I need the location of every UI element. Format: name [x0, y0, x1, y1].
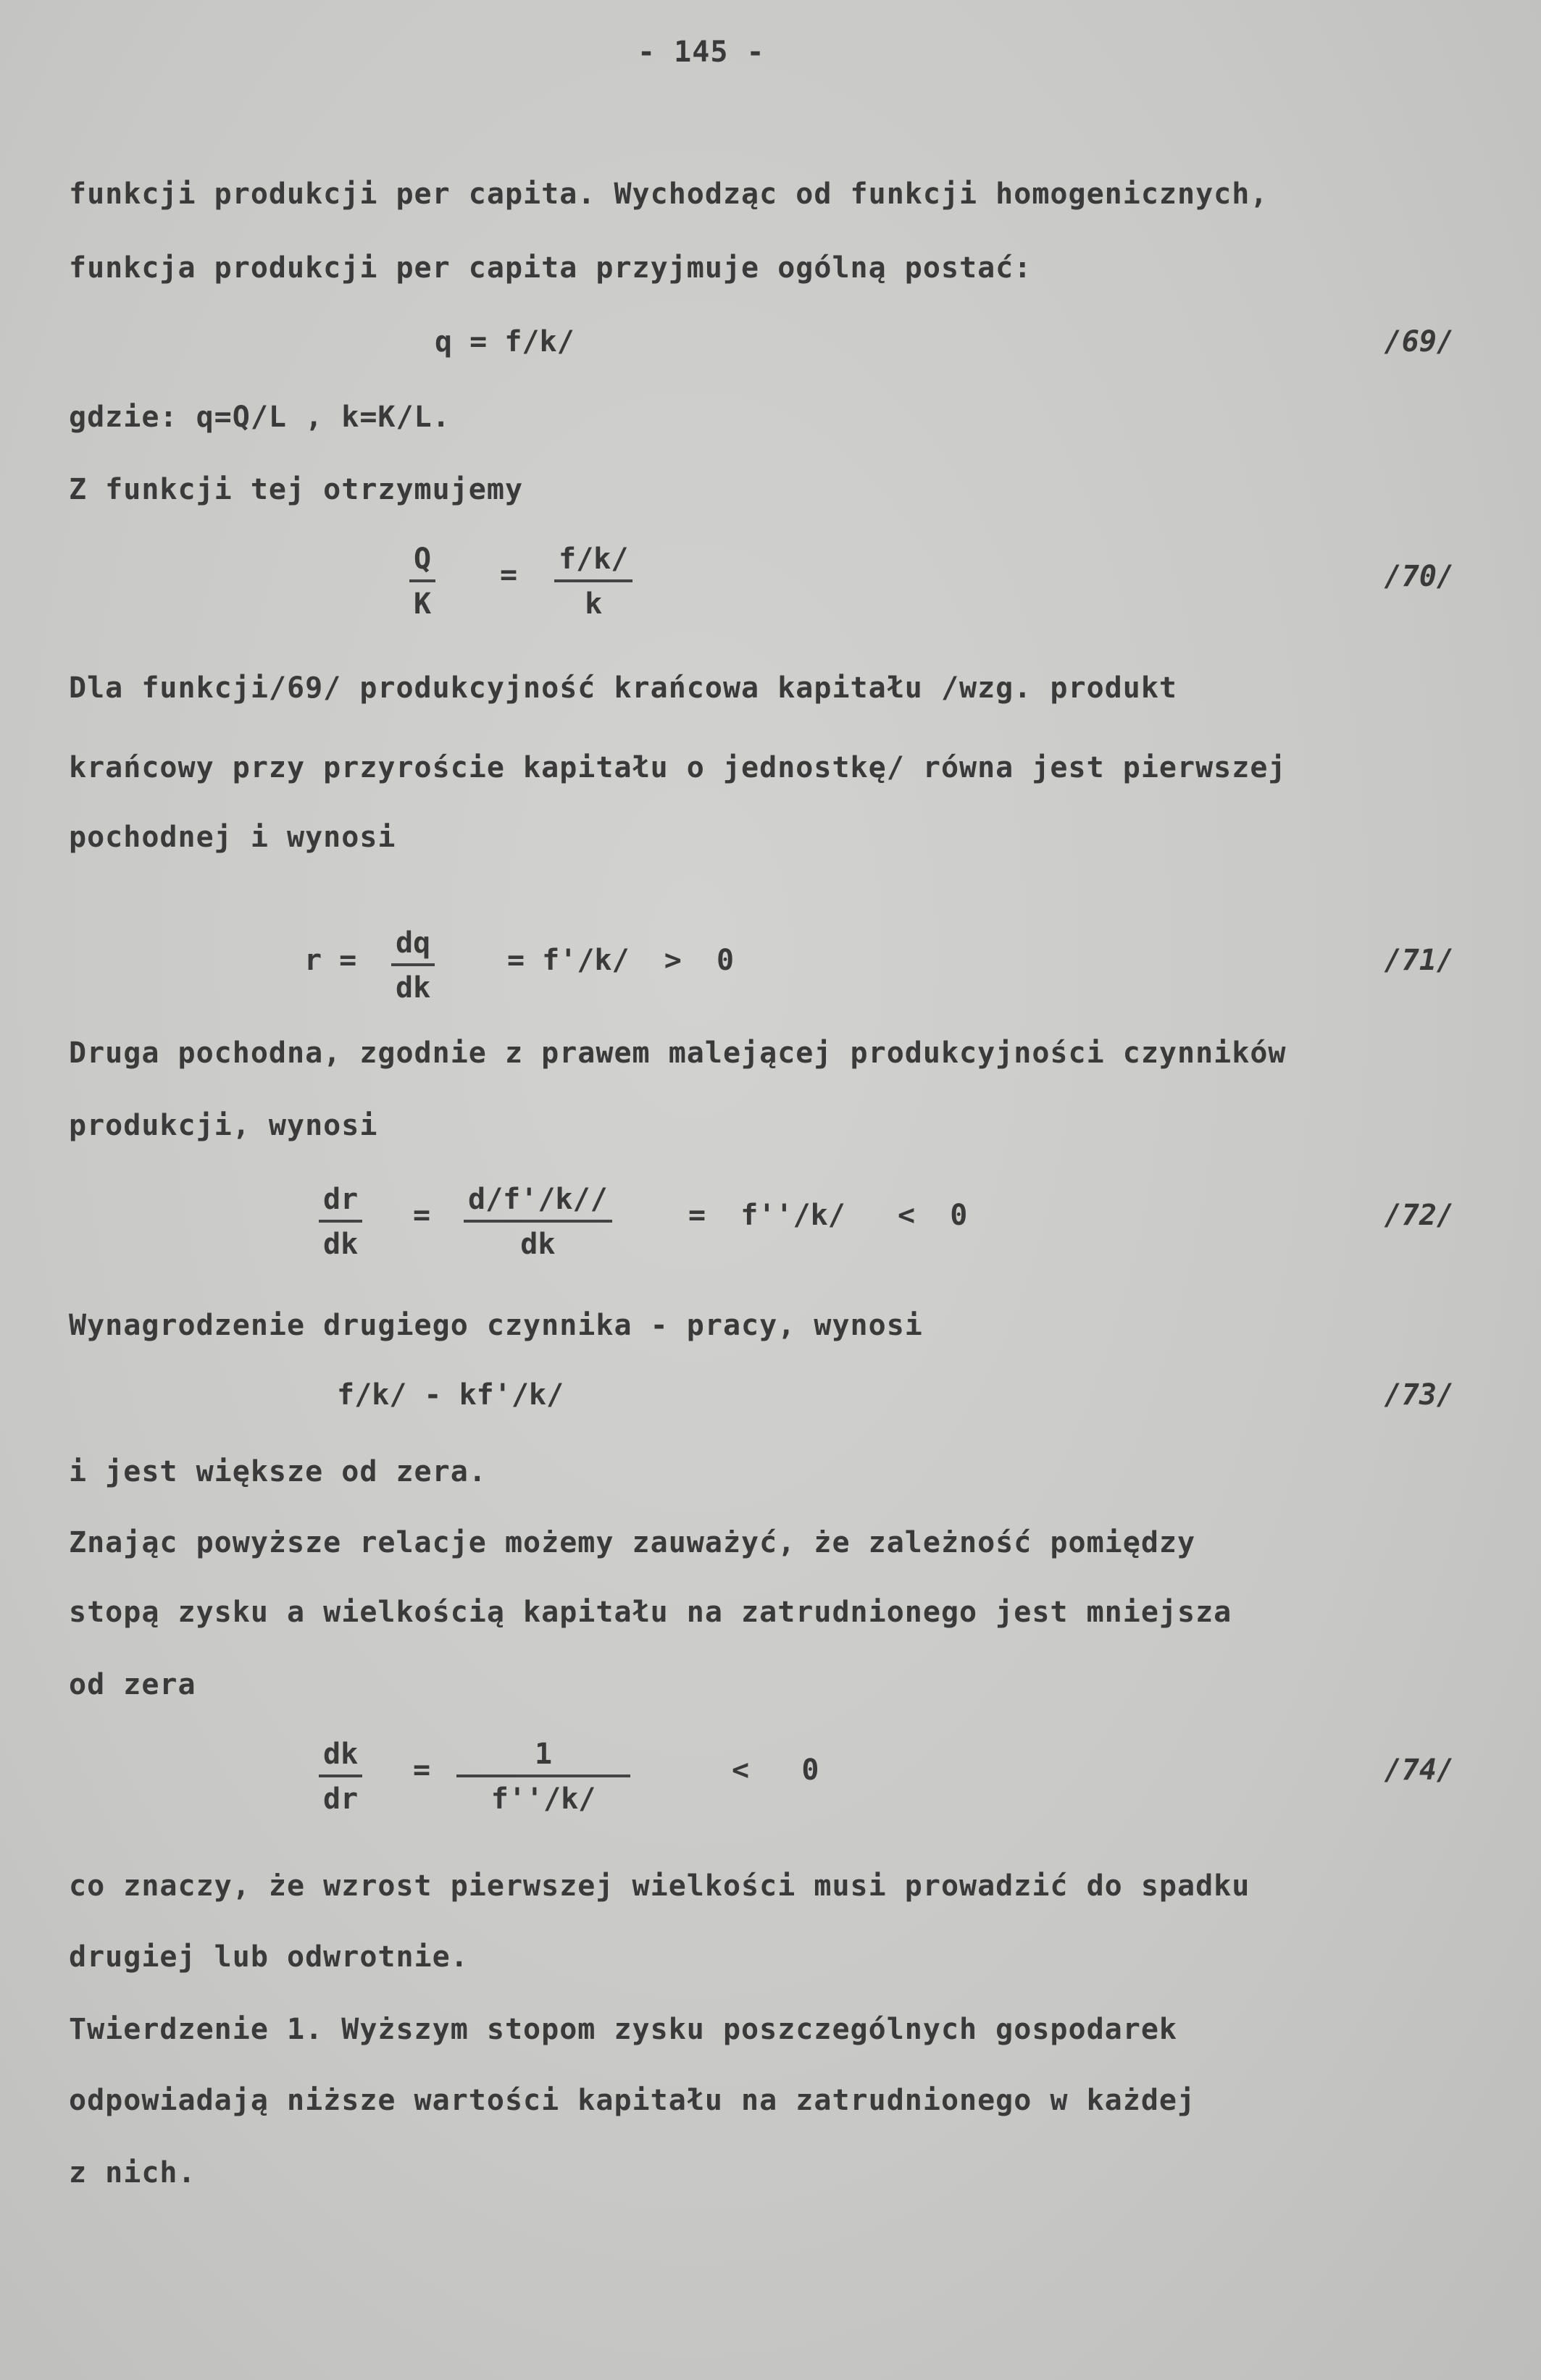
equation-73: f/k/ - kf'/k/	[337, 1378, 564, 1412]
equals-sign: =	[413, 1199, 431, 1232]
paragraph-line: Twierdzenie 1. Wyższym stopom zysku poszczególnych gospodarek	[69, 2013, 1178, 2046]
equation-number-70: /70/	[1384, 560, 1454, 593]
denominator: dr	[323, 1782, 359, 1816]
equation-74-fraction-2	[456, 1737, 630, 1817]
equation-71-rhs: = f'/k/ > 0	[507, 944, 735, 977]
numerator: dq	[391, 926, 435, 966]
paragraph-line: pochodnej i wynosi	[69, 821, 396, 854]
paragraph-line: funkcji produkcji per capita. Wychodząc od funkcji homogenicznych,	[69, 177, 1269, 211]
equation-72-fraction-2	[464, 1182, 612, 1262]
paragraph-line: Wynagrodzenie drugiego czynnika - pracy, wynosi	[69, 1309, 923, 1342]
paragraph-line: co znaczy, że wzrost pierwszej wielkości musi prowadzić do spadku	[69, 1869, 1250, 1903]
paragraph-line: Z funkcji tej otrzymujemy	[69, 473, 524, 506]
equation-71-fraction	[391, 926, 435, 1005]
equation-74-fraction-1	[319, 1737, 362, 1817]
paragraph-line: Znając powyższe relacje możemy zauważyć, że zależność pomiędzy	[69, 1526, 1196, 1559]
numerator: 1	[456, 1737, 630, 1777]
denominator: dk	[396, 971, 431, 1005]
denominator: dk	[323, 1228, 359, 1261]
numerator: Q	[409, 542, 435, 582]
numerator: f/k/	[554, 542, 632, 582]
page-number: - 145 -	[638, 35, 765, 69]
paragraph-line: Druga pochodna, zgodnie z prawem malejącej produkcyjności czynników	[69, 1036, 1287, 1070]
denominator: dk	[520, 1228, 556, 1261]
numerator: dr	[319, 1182, 362, 1223]
denominator: f''/k/	[490, 1782, 596, 1816]
equation-number-73: /73/	[1384, 1378, 1454, 1412]
paragraph-line: i jest większe od zera.	[69, 1455, 487, 1488]
paragraph-line: drugiej lub odwrotnie.	[69, 1940, 469, 1974]
equation-71-lhs: r =	[304, 944, 357, 977]
paragraph-line: z nich.	[69, 2156, 196, 2190]
equation-72-fraction-1	[319, 1182, 362, 1262]
equals-sign: =	[500, 558, 518, 592]
equation-number-71: /71/	[1384, 944, 1454, 977]
numerator: dk	[319, 1737, 362, 1777]
equation-70-fraction-2	[554, 542, 632, 621]
numerator: d/f'/k//	[464, 1182, 612, 1223]
paragraph-line: stopą zysku a wielkością kapitału na zatrudnionego jest mniejsza	[69, 1596, 1232, 1629]
equation-74-rhs: < 0	[732, 1753, 819, 1787]
denominator: K	[414, 587, 432, 621]
equals-sign: =	[413, 1753, 431, 1787]
equation-69: q = f/k/	[435, 325, 575, 359]
paragraph-line: produkcji, wynosi	[69, 1109, 378, 1142]
equation-72-rhs: = f''/k/ < 0	[688, 1199, 968, 1232]
denominator: k	[585, 587, 603, 621]
paragraph-line: krańcowy przy przyroście kapitału o jednostkę/ równa jest pierwszej	[69, 751, 1287, 784]
equation-70-fraction-1	[409, 542, 435, 621]
equation-number-72: /72/	[1384, 1199, 1454, 1232]
paragraph-line: gdzie: q=Q/L , k=K/L.	[69, 401, 451, 434]
equation-number-74: /74/	[1384, 1753, 1454, 1787]
paragraph-line: funkcja produkcji per capita przyjmuje ogólną postać:	[69, 251, 1032, 285]
paragraph-line: Dla funkcji/69/ produkcyjność krańcowa kapitału /wzg. produkt	[69, 671, 1178, 705]
paragraph-line: od zera	[69, 1668, 196, 1701]
equation-number-69: /69/	[1384, 325, 1454, 359]
paragraph-line: odpowiadają niższe wartości kapitału na zatrudnionego w każdej	[69, 2084, 1196, 2117]
